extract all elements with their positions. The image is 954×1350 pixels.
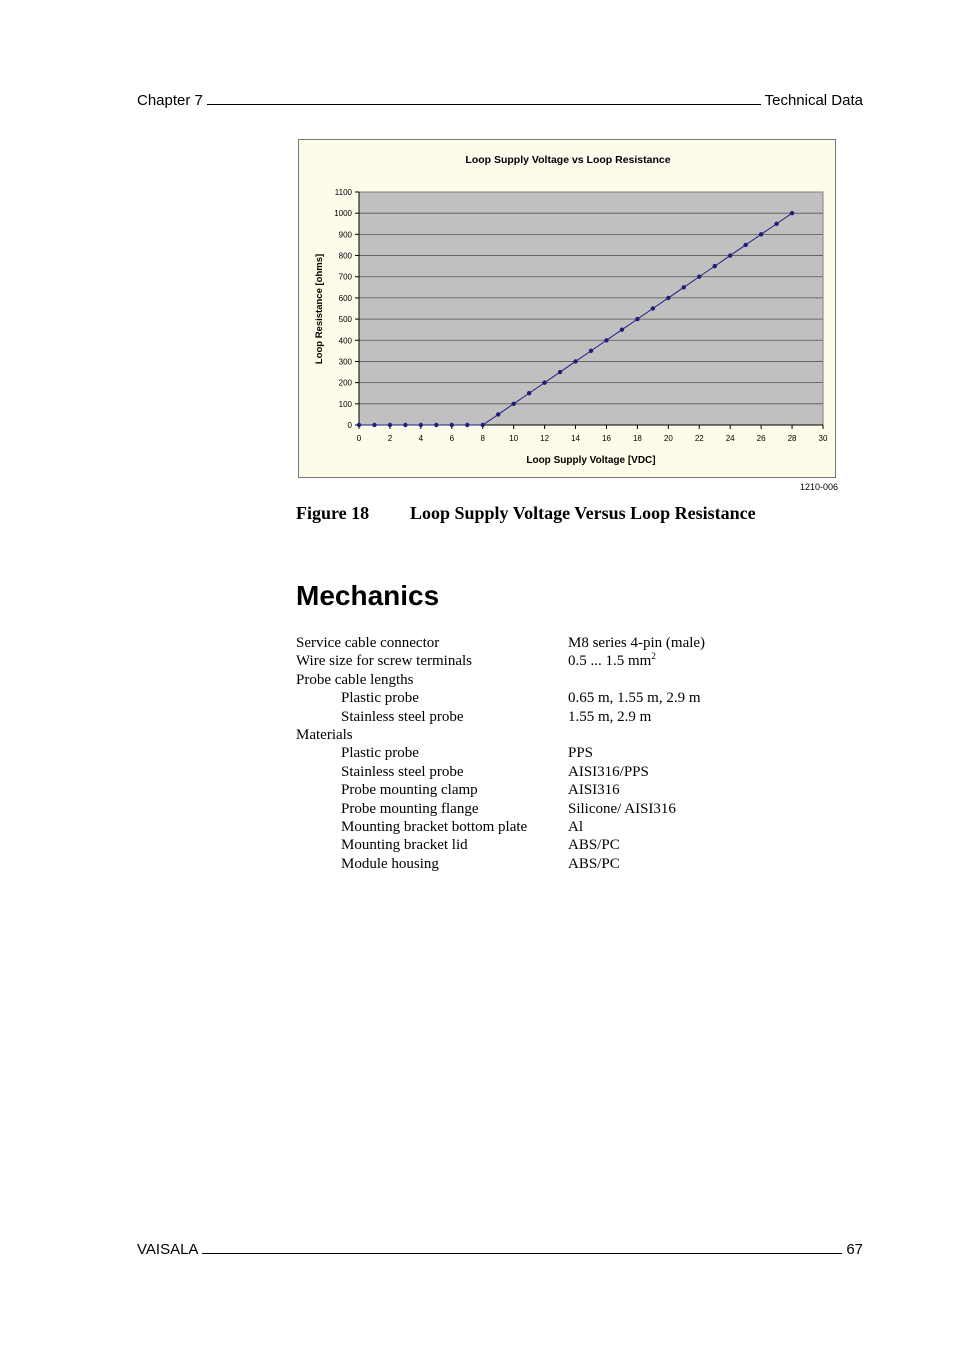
footer-rule (202, 1239, 842, 1254)
data-point (527, 391, 531, 395)
y-tick-label: 0 (347, 421, 352, 430)
data-point (743, 243, 747, 247)
figure-caption-text: Loop Supply Voltage Versus Loop Resistance (410, 503, 756, 523)
y-tick-label: 1000 (334, 209, 352, 219)
spec-label: Probe cable lengths (296, 671, 414, 688)
data-point (589, 349, 593, 353)
x-tick-label: 0 (356, 434, 362, 443)
data-point (450, 423, 454, 427)
figure-id: 1210-006 (799, 482, 838, 492)
data-point (666, 296, 670, 300)
x-tick-label: 20 (663, 434, 673, 443)
data-point (388, 423, 392, 427)
y-tick-label: 100 (338, 399, 352, 409)
y-tick-label: 400 (338, 336, 352, 346)
page-footer (137, 1239, 863, 1258)
data-point (759, 232, 763, 236)
data-point (372, 423, 376, 427)
data-point (620, 327, 624, 331)
y-tick-label: 300 (338, 357, 352, 367)
data-point (651, 306, 655, 310)
chart-container (298, 139, 836, 478)
chart-title: Loop Supply Voltage vs Loop Resistance (465, 154, 671, 166)
spec-value: ABS/PC (568, 837, 620, 854)
chart-svg (299, 140, 835, 477)
x-tick-label: 28 (787, 434, 797, 443)
spec-label: Plastic probe (341, 690, 419, 707)
x-tick-label: 10 (509, 434, 519, 443)
y-axis-label: Loop Resistance [ohms] (314, 253, 325, 365)
spec-label: Module housing (341, 855, 439, 872)
spec-value: Silicone/ AISI316 (568, 800, 676, 817)
x-tick-label: 22 (694, 434, 704, 443)
x-tick-label: 24 (725, 434, 735, 443)
spec-superscript: 2 (651, 651, 656, 662)
y-tick-label: 800 (338, 251, 352, 261)
spec-value: AISI316/PPS (568, 763, 649, 780)
spec-value-wrap (568, 653, 656, 670)
data-point (357, 423, 361, 427)
spec-value: M8 series 4-pin (male) (568, 635, 706, 651)
x-tick-label: 18 (632, 434, 642, 443)
spec-label: Probe mounting flange (341, 800, 479, 817)
x-tick-label: 2 (387, 434, 393, 443)
spec-label: Stainless steel probe (341, 708, 464, 725)
data-point (604, 338, 608, 342)
spec-value: AISI316 (568, 782, 620, 799)
figure-number: Figure 18 (296, 503, 370, 523)
x-tick-label: 16 (602, 434, 611, 443)
spec-label: Mounting bracket bottom plate (341, 818, 528, 835)
spec-value: Al (568, 818, 583, 835)
y-tick-label: 1100 (334, 188, 352, 197)
x-tick-label: 26 (756, 434, 766, 443)
spec-label: Stainless steel probe (341, 763, 464, 780)
x-tick-label: 4 (418, 434, 424, 443)
spec-label: Mounting bracket lid (341, 837, 468, 854)
data-point (682, 285, 686, 289)
data-point (511, 402, 515, 406)
data-point (635, 317, 639, 321)
data-point (713, 264, 717, 268)
data-point (481, 423, 485, 427)
spec-value: 1.55 m, 2.9 m (568, 708, 652, 725)
y-tick-label: 700 (338, 272, 352, 282)
x-tick-label: 14 (571, 434, 580, 443)
spec-value: 0.5 ... 1.5 mm (568, 653, 652, 670)
spec-value: PPS (568, 745, 594, 762)
y-tick-label: 200 (338, 378, 352, 388)
section-title: Mechanics (296, 580, 440, 611)
spec-label: Probe mounting clamp (341, 782, 478, 799)
spec-label: Plastic probe (341, 745, 419, 762)
data-point (790, 211, 794, 215)
data-point (697, 275, 701, 279)
data-point (403, 423, 407, 427)
data-point (419, 423, 423, 427)
page-number: 67 (846, 1241, 863, 1258)
spec-value: ABS/PC (568, 855, 620, 872)
x-tick-label: 30 (818, 434, 828, 443)
plot-area (359, 192, 823, 425)
y-tick-label: 600 (338, 293, 352, 303)
data-point (465, 423, 469, 427)
data-point (542, 380, 546, 384)
x-tick-label: 12 (540, 434, 550, 443)
header-rule (207, 90, 761, 105)
data-point (558, 370, 562, 374)
spec-value: 0.65 m, 1.55 m, 2.9 m (568, 690, 701, 707)
y-tick-label: 500 (338, 315, 352, 325)
header-chapter: Chapter 7 (137, 92, 203, 109)
data-point (573, 359, 577, 363)
figure-caption (296, 503, 756, 524)
x-tick-label: 6 (449, 434, 455, 443)
spec-label: Materials (296, 726, 353, 743)
header-section: Technical Data (764, 92, 863, 109)
y-tick-label: 900 (338, 230, 352, 240)
data-point (728, 253, 732, 257)
spec-label: Service cable connector (296, 635, 440, 651)
x-axis-label: Loop Supply Voltage [VDC] (526, 455, 656, 466)
data-point (434, 423, 438, 427)
data-point (496, 412, 500, 416)
data-point (774, 222, 778, 226)
page-header (137, 90, 863, 109)
x-tick-label: 8 (480, 434, 485, 443)
footer-company: VAISALA (137, 1241, 199, 1258)
spec-label: Wire size for screw terminals (296, 653, 472, 670)
